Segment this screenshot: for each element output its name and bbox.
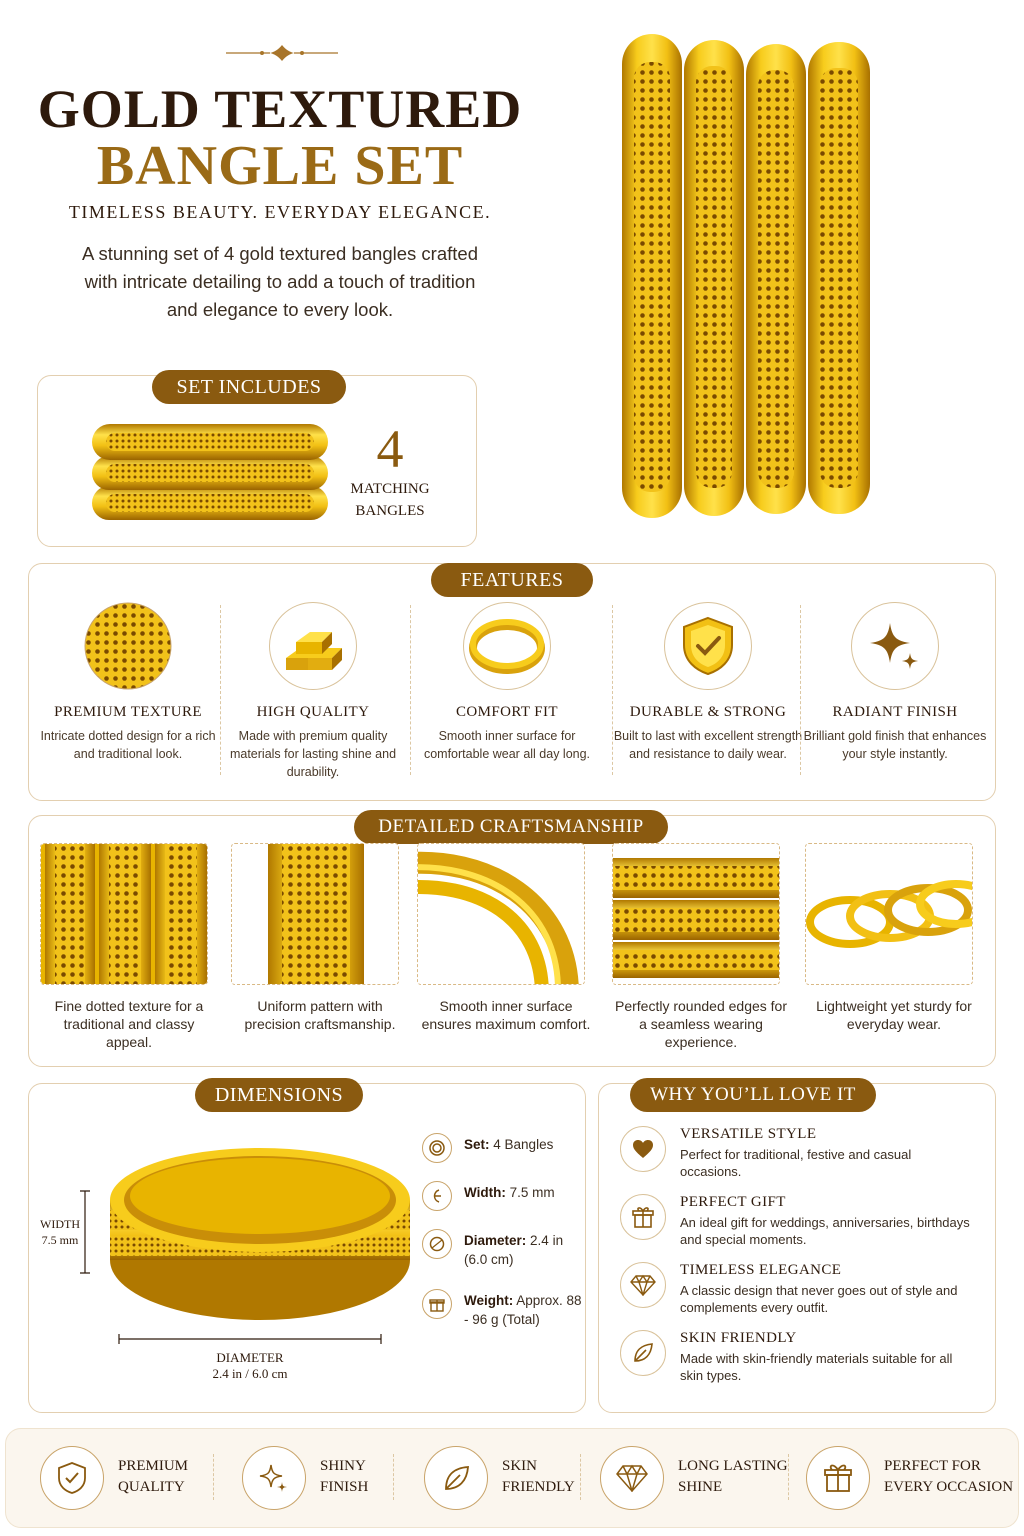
leaf-icon <box>424 1446 488 1510</box>
diamond-icon <box>600 1446 664 1510</box>
divider <box>213 1454 214 1500</box>
feature-text: Brilliant gold finish that enhances your style instantly. <box>803 729 987 761</box>
why-item-gift <box>620 1194 980 1250</box>
spec-key: Diameter: <box>464 1233 527 1248</box>
feature-radiant-finish <box>800 602 990 763</box>
shield-check-icon <box>664 602 752 690</box>
footer-line-2: FRIENDLY <box>502 1479 575 1495</box>
features-label: FEATURES <box>431 563 593 597</box>
set-caption <box>330 478 450 522</box>
sparkle-icon <box>851 602 939 690</box>
craft-item-1 <box>40 843 218 1051</box>
footer-line-1: PERFECT FOR <box>884 1458 981 1474</box>
feature-text: Built to last with excellent strength and resistance to daily wear. <box>613 729 803 761</box>
footer-line-2: EVERY OCCASION <box>884 1479 1014 1495</box>
footer-item-shine <box>600 1446 790 1510</box>
feature-title: RADIANT FINISH <box>832 704 958 720</box>
footer-line-1: SKIN <box>502 1458 538 1474</box>
intro-text: A stunning set of 4 gold textured bangles crafted with intricate detailing to add a touch of tradition and elegance to every look. <box>82 243 478 320</box>
shield-check-icon <box>40 1446 104 1510</box>
set-caption-line-1: MATCHING <box>350 481 430 497</box>
feature-comfort-fit <box>412 602 602 763</box>
feature-high-quality <box>218 602 408 781</box>
why-title: VERSATILE STYLE <box>680 1126 817 1142</box>
footer-line-1: SHINY <box>320 1458 366 1474</box>
set-caption-line-2: BANGLES <box>355 503 425 519</box>
dotted-texture-icon <box>84 602 172 690</box>
spec-value: 4 Bangles <box>493 1137 554 1152</box>
diameter-icon <box>422 1229 452 1259</box>
craftsmanship-label: DETAILED CRAFTSMANSHIP <box>354 810 668 844</box>
spec-key: Set: <box>464 1137 490 1152</box>
title-line-2: BANGLE SET <box>96 135 464 197</box>
feature-text: Intricate dotted design for a rich and traditional look. <box>40 729 216 761</box>
feature-title: HIGH QUALITY <box>256 704 370 720</box>
sparkle-icon <box>242 1446 306 1510</box>
craft-item-3 <box>417 843 595 1033</box>
footer-line-2: FINISH <box>320 1479 369 1495</box>
feature-durable-strong <box>613 602 803 763</box>
spec-key: Weight: <box>464 1293 514 1308</box>
diameter-bracket <box>118 1332 382 1346</box>
title-line-1: GOLD TEXTURED <box>37 79 523 139</box>
footer-item-shiny <box>242 1446 402 1510</box>
spec-value: Approx. 88 - 96 g (Total) <box>464 1293 582 1327</box>
craft-caption: Fine dotted texture for a traditional and classy appeal. <box>54 998 204 1050</box>
why-title: TIMELESS ELEGANCE <box>680 1262 842 1278</box>
footer-line-1: PREMIUM <box>118 1458 189 1474</box>
divider <box>410 605 411 775</box>
craft-photo-inner-surface <box>417 843 585 985</box>
why-item-versatile <box>620 1126 980 1182</box>
gift-icon <box>620 1194 666 1240</box>
footer-line-1: LONG LASTING <box>678 1458 788 1474</box>
divider <box>393 1454 394 1500</box>
why-text: A classic design that never goes out of style and complements every outfit. <box>680 1283 958 1315</box>
rings-icon <box>422 1133 452 1163</box>
footer-item-quality <box>40 1446 220 1510</box>
feature-title: DURABLE & STRONG <box>629 704 787 720</box>
spec-value: 7.5 mm <box>509 1185 555 1200</box>
set-includes-label: SET INCLUDES <box>152 370 346 404</box>
craft-caption: Uniform pattern with precision craftsmanship. <box>244 998 396 1032</box>
ornament-divider <box>222 42 342 64</box>
divider <box>788 1454 789 1500</box>
hero-bangles-image <box>620 32 882 522</box>
spec-width <box>422 1181 582 1221</box>
craft-item-2 <box>231 843 409 1033</box>
diameter-annotation <box>150 1350 350 1382</box>
spec-key: Width: <box>464 1185 506 1200</box>
width-annotation <box>30 1216 90 1248</box>
feature-title: COMFORT FIT <box>456 704 558 720</box>
why-item-skin <box>620 1330 980 1386</box>
dimensions-bangles-image <box>95 1140 425 1330</box>
why-label: WHY YOU’LL LOVE IT <box>630 1078 876 1112</box>
craft-caption: Lightweight yet sturdy for everyday wear. <box>816 998 972 1032</box>
feature-premium-texture <box>33 602 223 763</box>
spec-weight <box>422 1289 582 1337</box>
spec-value: 2.4 in (6.0 cm) <box>464 1233 564 1267</box>
width-label: WIDTH <box>40 1217 80 1231</box>
dimensions-label: DIMENSIONS <box>195 1078 363 1112</box>
gift-icon <box>806 1446 870 1510</box>
feature-title: PREMIUM TEXTURE <box>54 704 202 720</box>
why-title: PERFECT GIFT <box>680 1194 786 1210</box>
spec-set <box>422 1133 582 1173</box>
why-text: Made with skin-friendly materials suitable for all skin types. <box>680 1351 953 1383</box>
why-text: Perfect for traditional, festive and casual occasions. <box>680 1147 912 1179</box>
spec-diameter <box>422 1229 582 1277</box>
craft-photo-rounded-edges <box>612 843 780 985</box>
feature-text: Made with premium quality materials for lasting shine and durability. <box>229 729 397 779</box>
tagline: TIMELESS BEAUTY. EVERYDAY ELEGANCE. <box>68 202 492 222</box>
why-title: SKIN FRIENDLY <box>680 1330 797 1346</box>
footer-line-2: QUALITY <box>118 1479 185 1495</box>
diameter-value: 2.4 in / 6.0 cm <box>212 1366 288 1381</box>
width-value: 7.5 mm <box>41 1233 79 1247</box>
leaf-icon <box>620 1330 666 1376</box>
craft-caption: Perfectly rounded edges for a seamless wearing experience. <box>615 998 787 1050</box>
heart-icon <box>620 1126 666 1172</box>
footer-line-2: SHINE <box>678 1479 723 1495</box>
stacked-bangles-image <box>90 420 330 524</box>
why-item-elegance <box>620 1262 980 1318</box>
craft-photo-lightweight <box>805 843 973 985</box>
footer-item-occasion <box>806 1446 1014 1510</box>
feature-text: Smooth inner surface for comfortable wear all day long. <box>423 729 591 761</box>
divider <box>580 1454 581 1500</box>
footer-item-skin <box>424 1446 584 1510</box>
gold-bars-icon <box>269 602 357 690</box>
craft-caption: Smooth inner surface ensures maximum comfort. <box>421 998 591 1032</box>
why-text: An ideal gift for weddings, anniversaries, birthdays and special moments. <box>680 1215 970 1247</box>
diameter-label: DIAMETER <box>216 1350 284 1365</box>
diamond-icon <box>620 1262 666 1308</box>
craft-photo-uniform-pattern <box>231 843 399 985</box>
bangle-ring-icon <box>463 602 551 690</box>
set-count: 4 <box>376 419 404 479</box>
craft-item-5 <box>805 843 983 1033</box>
craft-photo-dotted-texture <box>40 843 208 985</box>
craft-item-4 <box>612 843 790 1051</box>
width-icon <box>422 1181 452 1211</box>
gift-weight-icon <box>422 1289 452 1319</box>
